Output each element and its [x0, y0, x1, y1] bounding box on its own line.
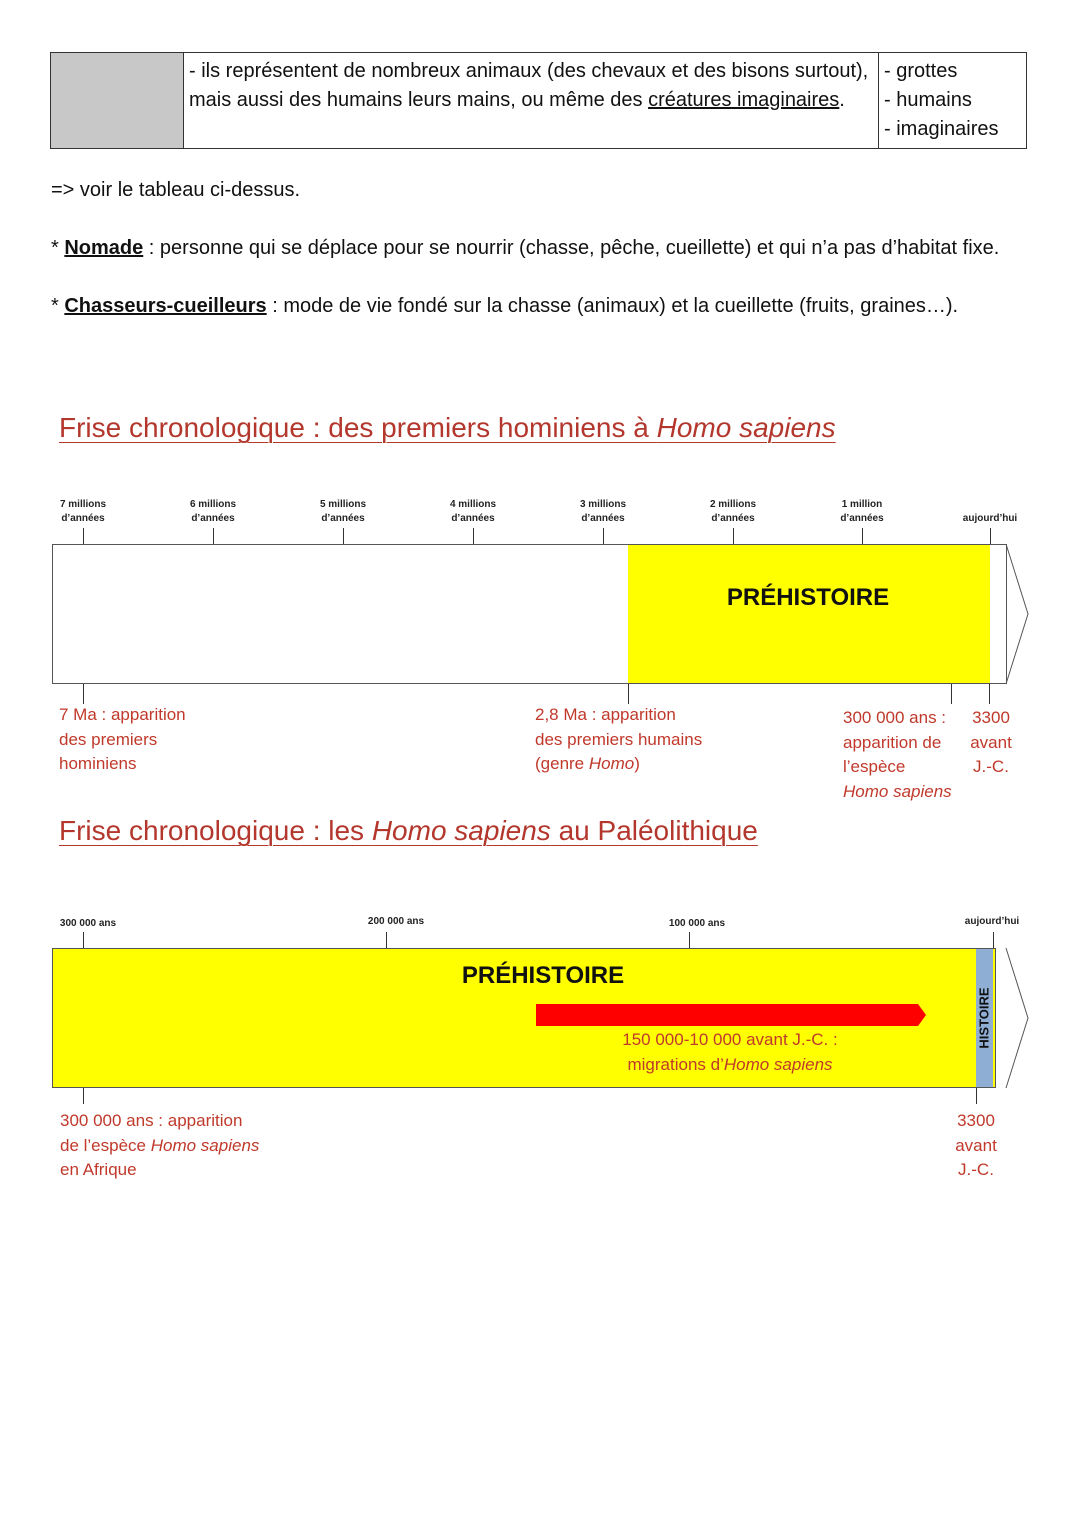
scale-label: [580, 498, 626, 526]
event-line: 3300: [957, 1111, 995, 1130]
prehistory-label: PRÉHISTOIRE: [461, 962, 625, 989]
text: (genre: [535, 754, 589, 773]
cell-text: - ils représentent de nombreux animaux (des chevaux et des bisons surtout), mais aussi des humains leurs mains, ou même des: [189, 60, 869, 111]
event-line: 7 Ma : apparition: [59, 705, 186, 724]
arrow-head-icon: [992, 947, 1030, 1089]
text: Homo sapiens: [150, 1135, 260, 1155]
scale-text: 1 million: [841, 499, 883, 510]
title-text: au Paléolithique: [550, 815, 758, 846]
migration-label: [622, 1028, 837, 1077]
scale-tick: [603, 528, 604, 545]
table-row: [51, 53, 1027, 149]
event-line: avant: [955, 1135, 997, 1155]
migration-arrow-icon: [536, 1003, 928, 1027]
scale-label: [60, 498, 106, 526]
scale-tick: [343, 528, 344, 545]
scale-tick: [213, 528, 214, 545]
text: Homo: [588, 754, 635, 773]
text: migrations d’: [627, 1054, 724, 1074]
arrow-head-icon: [1000, 543, 1030, 685]
scale-text: d’années: [581, 513, 625, 524]
definition-text: : mode de vie fondé sur la chasse (animaux) et la cueillette (fruits, graines…).: [266, 295, 959, 317]
event-line: 3300: [972, 708, 1010, 727]
event-line: avant: [970, 732, 1012, 752]
scale-tick: [386, 932, 387, 948]
scale-text: aujourd’hui: [962, 513, 1018, 524]
event-tick: [989, 684, 990, 704]
event-line: [60, 1134, 259, 1159]
title-text: Frise chronologique : les: [59, 815, 372, 846]
scale-text: d’années: [61, 513, 105, 524]
event-tick: [83, 684, 84, 704]
event-line: Homo sapiens: [843, 781, 952, 801]
prehistory-band: [628, 545, 990, 683]
event-line: apparition de: [843, 732, 942, 752]
event-tick: [628, 684, 629, 704]
scale-tick: [862, 528, 863, 545]
scale-text: d’années: [840, 513, 884, 524]
timeline2-title: [59, 815, 758, 847]
underlined-term: créatures imaginaires: [648, 89, 840, 111]
event-humains: [535, 703, 702, 777]
event-line: 2,8 Ma : apparition: [535, 705, 676, 724]
scale-tick: [990, 528, 991, 545]
event-line: J.-C.: [973, 757, 1009, 776]
event-line: 300 000 ans :: [843, 708, 947, 727]
event-line: l’espèce: [843, 757, 906, 776]
event-tick: [83, 1088, 84, 1104]
migration-line: [622, 1053, 837, 1078]
event-line: [535, 752, 702, 777]
keyword: - imaginaires: [884, 118, 999, 140]
history-label: HISTOIRE: [976, 987, 992, 1049]
cell-text: .: [839, 89, 845, 111]
term: Nomade: [64, 237, 144, 259]
scale-text: 2 millions: [709, 499, 757, 510]
scale-tick: [689, 932, 690, 948]
scale-text: 3 millions: [579, 499, 627, 510]
note: => voir le tableau ci-dessus.: [51, 179, 301, 201]
scale-label: [320, 498, 366, 526]
event-histoire: [968, 706, 1014, 780]
scale-tick: [993, 932, 994, 948]
scale-label: aujourd’hui: [964, 916, 1020, 927]
event-sapiens-afrique: [60, 1109, 259, 1183]
bullet: *: [51, 295, 65, 317]
scale-text: 7 millions: [59, 499, 107, 510]
event-line: 300 000 ans : apparition: [60, 1111, 243, 1130]
definition-nomade: [51, 234, 1027, 263]
event-histoire: [952, 1109, 1000, 1183]
definition-chasseurs: [51, 292, 1027, 321]
scale-label: [840, 498, 883, 526]
event-line: en Afrique: [60, 1160, 137, 1179]
timeline1-title: [59, 412, 836, 444]
scale-tick: [473, 528, 474, 545]
event-line: des premiers humains: [535, 729, 703, 749]
term: Chasseurs-cueilleurs: [64, 295, 267, 317]
scale-tick: [83, 528, 84, 545]
bullet: *: [51, 237, 65, 259]
event-tick: [976, 1088, 977, 1104]
scale-text: d’années: [321, 513, 365, 524]
event-hominiens: [59, 703, 186, 777]
scale-label: [450, 498, 496, 526]
prehistory-label: PRÉHISTOIRE: [726, 584, 890, 611]
scale-tick: [733, 528, 734, 545]
scale-label: 200 000 ans: [367, 916, 425, 927]
text: ): [634, 754, 640, 773]
text: Homo sapiens: [723, 1054, 833, 1074]
event-line: des premiers: [59, 729, 158, 749]
scale-text: d’années: [711, 513, 755, 524]
definition-text: : personne qui se déplace pour se nourrir (chasse, pêche, cueillette) et qui n’a pas d’habitat fixe.: [143, 237, 1000, 259]
text: de l’espèce: [60, 1135, 151, 1155]
table-cell-keywords: [879, 53, 1027, 149]
scale-text: 4 millions: [449, 499, 497, 510]
scale-label: [190, 498, 236, 526]
event-sapiens: [843, 706, 952, 804]
keyword: - humains: [884, 89, 972, 111]
scale-label: [710, 498, 756, 526]
title-text: Frise chronologique : des premiers hominiens à: [59, 412, 657, 443]
keyword: - grottes: [884, 60, 958, 82]
title-italic: Homo sapiens: [371, 815, 551, 846]
table-cell-description: [184, 53, 879, 149]
scale-text: 5 millions: [319, 499, 367, 510]
scale-text: d’années: [191, 513, 235, 524]
summary-table: [50, 52, 1027, 149]
scale-text: d’années: [451, 513, 495, 524]
scale-text: 6 millions: [189, 499, 237, 510]
table-cell-empty: [51, 53, 184, 149]
event-tick: [951, 684, 952, 704]
scale-label: 300 000 ans: [59, 918, 117, 929]
title-italic: Homo sapiens: [656, 412, 836, 443]
event-line: hominiens: [59, 754, 137, 773]
scale-label: [963, 512, 1017, 526]
event-line: J.-C.: [958, 1160, 994, 1179]
scale-label: 100 000 ans: [668, 918, 726, 929]
scale-tick: [83, 932, 84, 948]
migration-line: 150 000-10 000 avant J.-C. :: [622, 1030, 838, 1049]
